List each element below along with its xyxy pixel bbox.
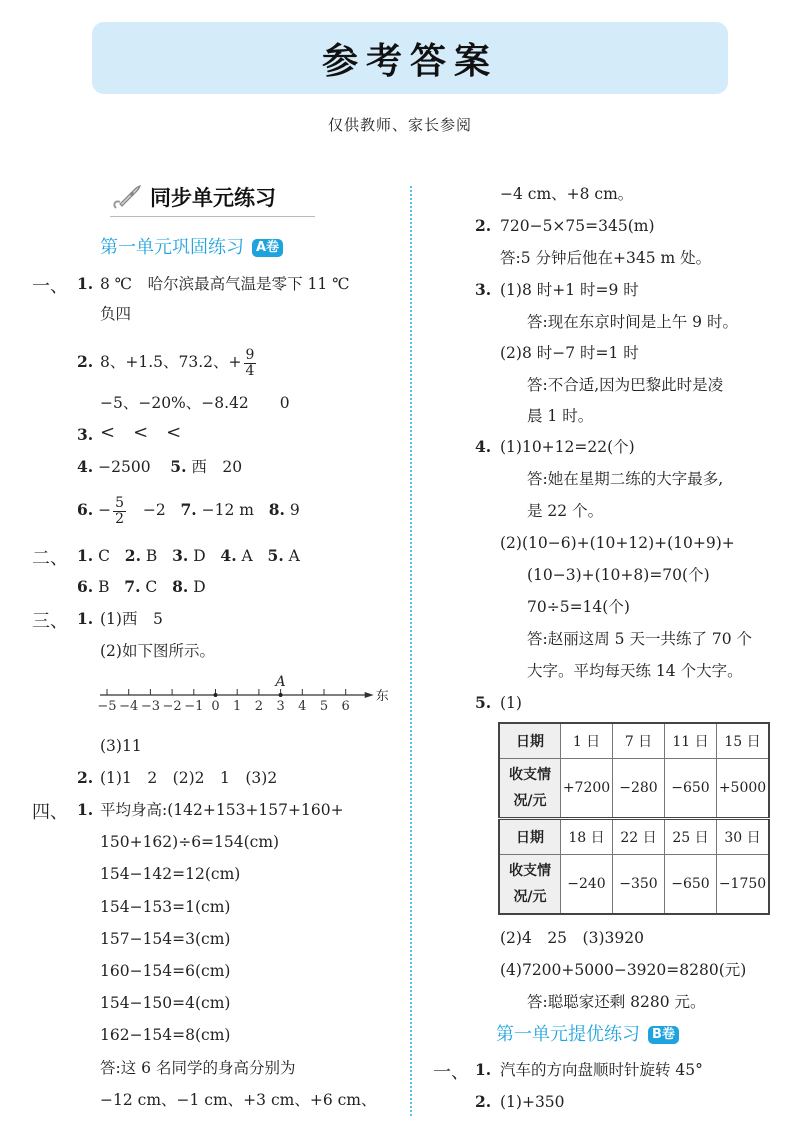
tick-label: 5 xyxy=(319,699,329,714)
table-header-cell xyxy=(499,759,561,819)
solution-line: 大字。平均每天练 14 个大字。 xyxy=(527,662,743,680)
section-4-label: 四、 xyxy=(32,802,68,823)
answer-text: (3)11 xyxy=(100,737,142,755)
tick-label: −2 xyxy=(162,699,182,714)
answer-text: 720−5×75=345(m) xyxy=(500,217,655,235)
solution-line: 154−142=12(cm) xyxy=(100,865,241,884)
q-number: 6. xyxy=(77,500,94,519)
answer-text: 9 xyxy=(289,501,300,519)
table-header-cell xyxy=(499,855,561,915)
page-subtitle: 仅供教师、家长参阅 xyxy=(327,116,472,134)
answer-text: 答:聪聪家还剩 8280 元。 xyxy=(527,993,706,1011)
point-a xyxy=(279,693,283,697)
table-row xyxy=(499,819,769,855)
q-number: 8. xyxy=(268,500,285,519)
table-cell: −650 xyxy=(665,855,717,915)
q-number: 4. xyxy=(475,437,492,456)
rocket-icon xyxy=(110,184,142,212)
tick-label: −1 xyxy=(184,699,204,714)
q-number: 3. xyxy=(475,280,492,299)
answer-text xyxy=(100,340,258,384)
table-cell: −280 xyxy=(613,759,665,819)
answer-text: D xyxy=(193,578,206,596)
table-cell: 15 日 xyxy=(717,723,770,759)
answer-text: C xyxy=(98,547,110,565)
header-text: 况/元 xyxy=(513,889,547,905)
table-header-cell: 日期 xyxy=(499,819,561,855)
q-number: 5. xyxy=(475,693,492,712)
answer-text: A xyxy=(288,547,300,565)
q-number: 1. xyxy=(475,1060,492,1079)
answer-text: B xyxy=(98,578,110,596)
tick-label: 4 xyxy=(298,699,307,714)
section-3-label: 三、 xyxy=(32,611,68,632)
header-text: 况/元 xyxy=(513,793,547,809)
table-row xyxy=(499,759,769,819)
table-cell: −650 xyxy=(665,759,717,819)
q-number: 1. xyxy=(77,274,94,293)
origin-point xyxy=(214,693,218,697)
table-header-cell: 日期 xyxy=(499,723,561,759)
tick-label: 2 xyxy=(254,699,264,714)
unit-b-heading xyxy=(496,1020,679,1046)
answer-text: 负四 xyxy=(100,305,132,323)
fraction xyxy=(113,496,126,527)
answer-text: (1)+350 xyxy=(500,1093,565,1111)
tick-label: 1 xyxy=(233,699,242,714)
fraction xyxy=(244,348,257,379)
solution-line: 162−154=8(cm) xyxy=(100,1026,231,1045)
solution-line: 答:这 6 名同学的身高分别为 xyxy=(100,1058,296,1077)
solution-line: 答:不合适,因为巴黎此时是凌 xyxy=(527,375,724,394)
arrow-icon xyxy=(365,692,374,698)
solution-line: 答:她在星期二练的大字最多, xyxy=(527,470,724,488)
table-cell: −350 xyxy=(613,855,665,915)
q-number: 8. xyxy=(172,577,189,596)
answer-text: C xyxy=(145,578,158,596)
q-number: 3. xyxy=(77,425,94,444)
direction-label: 东 xyxy=(375,689,389,704)
q-number: 7. xyxy=(124,577,141,596)
q-number: 6. xyxy=(77,577,94,596)
table-cell: +5000 xyxy=(717,759,770,819)
table-cell: 11 日 xyxy=(665,723,717,759)
title-banner xyxy=(92,22,728,94)
q-number: 2. xyxy=(77,768,94,787)
table-cell: 18 日 xyxy=(561,819,613,855)
fraction-denominator: 2 xyxy=(115,510,125,527)
answer-text: −12 m xyxy=(201,501,254,519)
solution-line: (2)(10−6)+(10+12)+(10+9)+ xyxy=(500,534,735,552)
fraction-numerator: 9 xyxy=(245,346,255,363)
solution-line: (1)10+12=22(个) xyxy=(500,438,635,456)
answer-text: −2500 xyxy=(98,458,151,476)
mc-row-1 xyxy=(77,546,300,566)
q-number: 4. xyxy=(77,457,94,476)
answer-text: (1)1 2 (2)2 1 (3)2 xyxy=(100,769,278,787)
answer-text: − xyxy=(98,501,112,519)
answer-text: (2)如下图所示。 xyxy=(100,642,215,660)
section-1-label: 一、 xyxy=(32,276,68,297)
unit-a-title: 第一单元巩固练习 xyxy=(100,237,244,258)
q-number: 4. xyxy=(220,546,237,565)
unit-a-heading xyxy=(100,233,283,259)
unit-a-badge: A卷 xyxy=(252,239,283,257)
q-number: 1. xyxy=(77,546,94,565)
tick-label: 6 xyxy=(341,699,350,714)
answer-text: 8 ℃ 哈尔滨最高气温是零下 11 ℃ xyxy=(100,275,350,293)
header-text: 收支情 xyxy=(509,863,551,879)
table-cell: −240 xyxy=(561,855,613,915)
tick-label: −3 xyxy=(140,699,160,714)
solution-line: −12 cm、−1 cm、+3 cm、+6 cm、 xyxy=(100,1090,377,1109)
q-number: 1. xyxy=(77,609,94,628)
q-number: 2. xyxy=(475,216,492,235)
answer-text: (2)4 25 (3)3920 xyxy=(500,929,644,947)
solution-line: 154−150=4(cm) xyxy=(100,994,231,1013)
solution-line: 70÷5=14(个) xyxy=(527,598,630,616)
tick-label: −5 xyxy=(97,699,117,714)
answer-text: −5、−20%、−8.42 0 xyxy=(100,394,290,412)
table-cell: 25 日 xyxy=(665,819,717,855)
answer-text: A xyxy=(241,547,253,565)
answer-text: −2 xyxy=(142,501,166,519)
table-row xyxy=(499,723,769,759)
header-text: 收支情 xyxy=(509,767,551,783)
section-1-label: 一、 xyxy=(433,1062,469,1083)
table-cell: −1750 xyxy=(717,855,770,915)
tick-label: −4 xyxy=(119,699,139,714)
table-cell: 7 日 xyxy=(613,723,665,759)
tick-label: 3 xyxy=(276,699,285,714)
table-cell: +7200 xyxy=(561,759,613,819)
income-expense-table xyxy=(498,722,770,915)
solution-line: 答:赵丽这周 5 天一共练了 70 个 xyxy=(527,630,753,648)
column-divider xyxy=(410,186,412,1116)
answer-text: D xyxy=(193,547,206,565)
point-a-label: A xyxy=(275,674,286,690)
answer-row xyxy=(77,488,300,532)
section-2-label: 二、 xyxy=(32,548,68,569)
unit-b-title: 第一单元提优练习 xyxy=(496,1024,640,1045)
fraction-denominator: 4 xyxy=(245,362,255,379)
q-number: 5. xyxy=(170,457,187,476)
answer-text: < < < xyxy=(100,422,182,443)
section-title: 同步单元练习 xyxy=(150,186,276,210)
solution-line: 是 22 个。 xyxy=(527,502,604,520)
table-cell: 1 日 xyxy=(561,723,613,759)
q-number: 3. xyxy=(172,546,189,565)
mc-row-2 xyxy=(77,577,206,597)
solution-line: 154−153=1(cm) xyxy=(100,897,231,916)
answer-row xyxy=(77,457,242,477)
answer-text: 汽车的方向盘顺时针旋转 45° xyxy=(500,1061,703,1079)
unit-b-badge: B卷 xyxy=(648,1026,679,1044)
answer-text: −4 cm、+8 cm。 xyxy=(500,185,634,203)
solution-line: 晨 1 时。 xyxy=(527,407,594,425)
solution-line: (10−3)+(10+8)=70(个) xyxy=(527,566,710,584)
answer-text: 8、+1.5、73.2、+ xyxy=(100,353,242,371)
section-heading xyxy=(110,182,315,217)
answer-text: (1)西 5 xyxy=(100,610,163,628)
fraction-numerator: 5 xyxy=(115,494,125,511)
solution-line: 150+162)÷6=154(cm) xyxy=(100,833,280,852)
solution-line: 平均身高:(142+153+157+160+ xyxy=(100,801,344,819)
q-number: 5. xyxy=(267,546,284,565)
answer-text: (4)7200+5000−3920=8280(元) xyxy=(500,961,747,979)
solution-line: 答:现在东京时间是上午 9 时。 xyxy=(527,312,738,331)
solution-line: (2)8 时−7 时=1 时 xyxy=(500,344,639,362)
table-row xyxy=(499,855,769,915)
table-cell: 30 日 xyxy=(717,819,770,855)
table-cell: 22 日 xyxy=(613,819,665,855)
q-number: 2. xyxy=(475,1092,492,1111)
number-line xyxy=(95,670,395,720)
answer-text: B xyxy=(145,547,158,565)
solution-line: (1)8 时+1 时=9 时 xyxy=(500,281,639,299)
q-number: 2. xyxy=(77,352,94,371)
answer-text: 答:5 分钟后他在+345 m 处。 xyxy=(500,249,712,267)
q-number: 1. xyxy=(77,800,94,819)
solution-line: 157−154=3(cm) xyxy=(100,929,231,948)
tick-label: 0 xyxy=(211,699,220,714)
solution-line: 160−154=6(cm) xyxy=(100,962,231,980)
q-number: 2. xyxy=(124,546,141,565)
page-title: 参考答案 xyxy=(321,40,498,82)
q-number: 7. xyxy=(180,500,197,519)
answer-text: (1) xyxy=(500,694,522,712)
answer-text: 西 20 xyxy=(191,458,243,476)
